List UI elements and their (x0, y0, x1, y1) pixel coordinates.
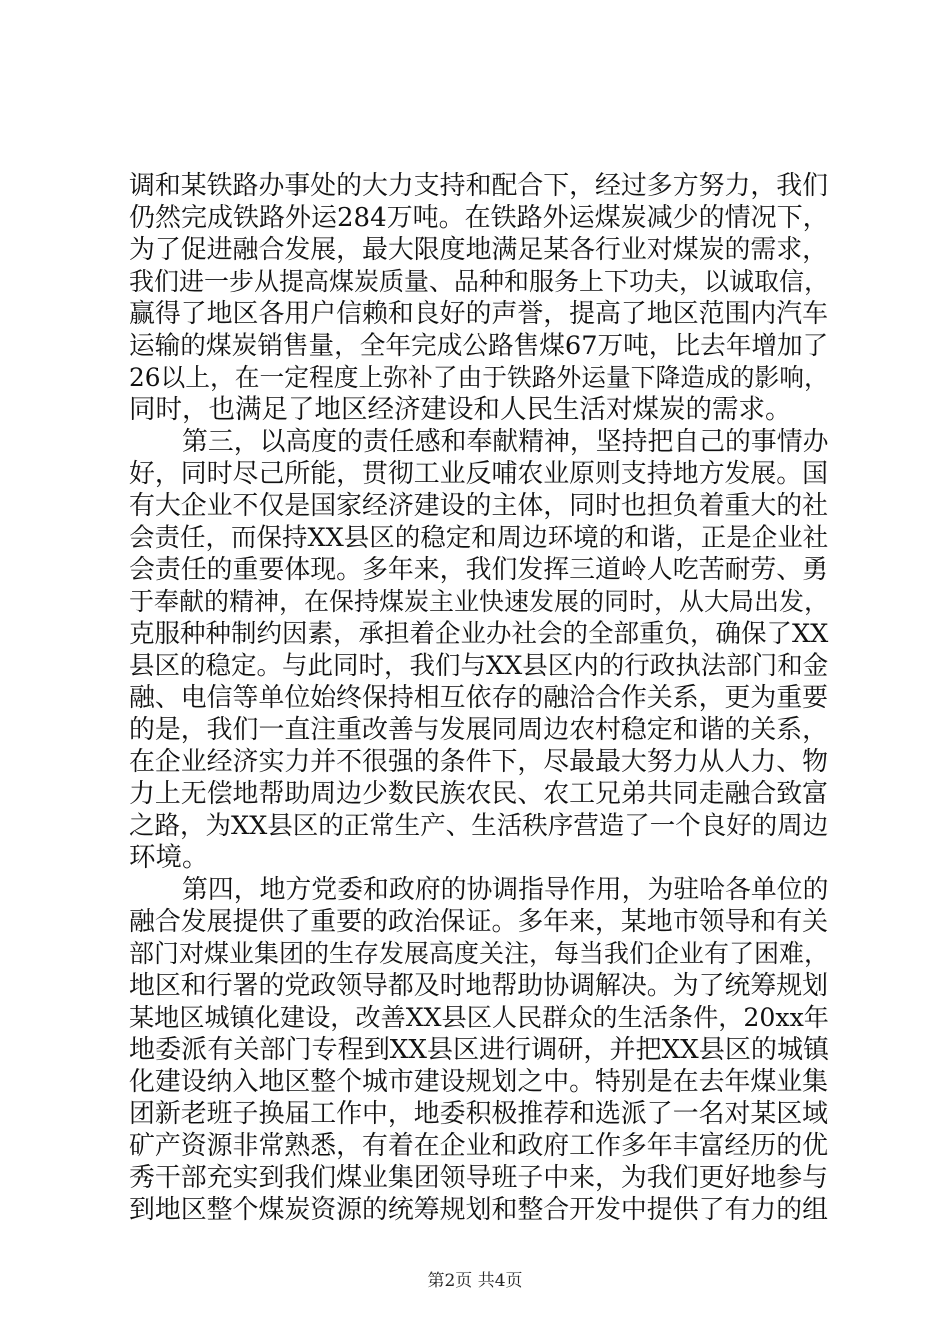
text-line: 仍然完成铁路外运284万吨。在铁路外运煤炭减少的情况下， (129, 203, 829, 233)
text-line: 在企业经济实力并不很强的条件下，尽最最大努力从人力、物 (129, 747, 829, 777)
text-line: 有大企业不仅是国家经济建设的主体，同时也担负着重大的社 (129, 491, 829, 521)
text-line: 赢得了地区各用户信赖和良好的声誉，提高了地区范围内汽车 (129, 299, 829, 329)
text-line: 第三，以高度的责任感和奉献精神，坚持把自己的事情办 (182, 427, 829, 457)
document-body (129, 170, 829, 1226)
text-line: 力上无偿地帮助周边少数民族农民、农工兄弟共同走融合致富 (129, 779, 829, 809)
text-line: 我们进一步从提高煤炭质量、品种和服务上下功夫，以诚取信， (129, 267, 830, 296)
text-line: 会责任，而保持XX县区的稳定和周边环境的和谐，正是企业社 (129, 523, 829, 553)
text-line: 团新老班子换届工作中，地委积极推荐和选派了一名对某区域 (129, 1099, 829, 1129)
text-line: 第四，地方党委和政府的协调指导作用，为驻哈各单位的 (182, 875, 829, 905)
text-line: 同时，也满足了地区经济建设和人民生活对煤炭的需求。 (129, 394, 792, 425)
text-line: 于奉献的精神，在保持煤炭主业快速发展的同时，从大局出发， (129, 587, 830, 616)
text-line: 好，同时尽己所能，贯彻工业反哺农业原则支持地方发展。国 (129, 459, 829, 489)
text-line: 化建设纳入地区整个城市建设规划之中。特别是在去年煤业集 (129, 1067, 829, 1097)
text-line: 克服种种制约因素，承担着企业办社会的全部重负，确保了XX (129, 619, 829, 649)
text-line: 到地区整个煤炭资源的统筹规划和整合开发中提供了有力的组 (129, 1195, 829, 1225)
text-line: 为了促进融合发展，最大限度地满足某各行业对煤炭的需求， (129, 235, 829, 265)
text-line: 部门对煤业集团的生存发展高度关注，每当我们企业有了困难， (129, 939, 830, 968)
text-line: 的是，我们一直注重改善与发展同周边农村稳定和谐的关系， (129, 715, 829, 745)
text-line: 某地区城镇化建设，改善XX县区人民群众的生活条件，20xx年 (129, 1003, 829, 1032)
text-line: 环境。 (129, 842, 209, 873)
text-line: 调和某铁路办事处的大力支持和配合下，经过多方努力，我们 (129, 171, 829, 201)
text-line: 之路，为XX县区的正常生产、生活秩序营造了一个良好的周边 (129, 811, 829, 841)
text-line: 融合发展提供了重要的政治保证。多年来，某地市领导和有关 (129, 907, 829, 937)
text-line: 矿产资源非常熟悉，有着在企业和政府工作多年丰富经历的优 (129, 1131, 829, 1161)
text-line: 地区和行署的党政领导都及时地帮助协调解决。为了统筹规划 (129, 971, 829, 1001)
text-line: 26以上，在一定程度上弥补了由于铁路外运量下降造成的影响， (129, 363, 829, 392)
text-line: 县区的稳定。与此同时，我们与XX县区内的行政执法部门和金 (129, 651, 829, 681)
text-line: 会责任的重要体现。多年来，我们发挥三道岭人吃苦耐劳、勇 (129, 555, 829, 585)
text-line: 地委派有关部门专程到XX县区进行调研，并把XX县区的城镇 (129, 1035, 830, 1065)
text-line: 运输的煤炭销售量，全年完成公路售煤67万吨，比去年增加了 (129, 331, 829, 361)
text-line: 秀干部充实到我们煤业集团领导班子中来，为我们更好地参与 (129, 1163, 829, 1193)
page-footer: 第2页 共4页 (427, 1271, 523, 1291)
text-line: 融、电信等单位始终保持相互依存的融洽合作关系，更为重要 (129, 683, 829, 713)
